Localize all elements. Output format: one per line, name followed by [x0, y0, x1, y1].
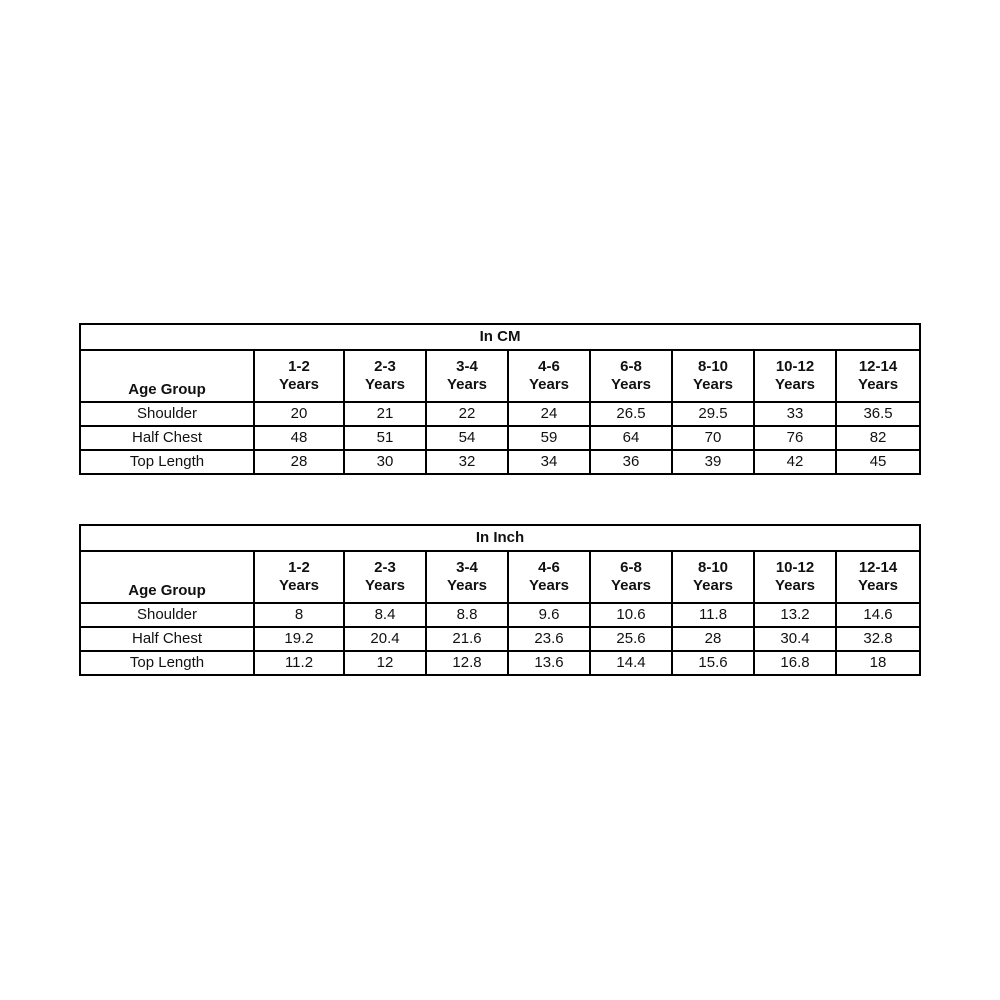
table-cell: 8	[254, 603, 344, 627]
column-header: 3-4 Years	[426, 350, 508, 402]
table-row	[80, 402, 920, 426]
table-cell: 9.6	[508, 603, 590, 627]
table-cell: 42	[754, 450, 836, 474]
table-cell: 51	[344, 426, 426, 450]
table-cell: 28	[672, 627, 754, 651]
table-row	[80, 603, 920, 627]
table-cell: 29.5	[672, 402, 754, 426]
table-cell: 12.8	[426, 651, 508, 675]
column-header: 1-2 Years	[254, 350, 344, 402]
table-cell: 24	[508, 402, 590, 426]
column-header: 6-8 Years	[590, 551, 672, 603]
table-cell: 13.6	[508, 651, 590, 675]
table-cell: 25.6	[590, 627, 672, 651]
table-cell: 54	[426, 426, 508, 450]
table-cell: 82	[836, 426, 920, 450]
table-cell: 20.4	[344, 627, 426, 651]
table-cell: 45	[836, 450, 920, 474]
table-cell: 8.8	[426, 603, 508, 627]
table-title-row	[80, 525, 920, 551]
column-header: 3-4 Years	[426, 551, 508, 603]
table-cell: 14.6	[836, 603, 920, 627]
table-cell: 36.5	[836, 402, 920, 426]
column-header: 10-12 Years	[754, 350, 836, 402]
row-label: Top Length	[80, 450, 254, 474]
table-cell: 59	[508, 426, 590, 450]
column-header: 2-3 Years	[344, 551, 426, 603]
table-cell: 16.8	[754, 651, 836, 675]
table-cell: 30	[344, 450, 426, 474]
table-cell: 23.6	[508, 627, 590, 651]
table-header-row	[80, 350, 920, 402]
column-header: 10-12 Years	[754, 551, 836, 603]
table-cell: 20	[254, 402, 344, 426]
table-cell: 13.2	[754, 603, 836, 627]
table-cell: 21	[344, 402, 426, 426]
column-header: 8-10 Years	[672, 350, 754, 402]
table-row	[80, 426, 920, 450]
size-table-cm	[79, 323, 921, 475]
table-title: In Inch	[80, 525, 920, 551]
column-header: 1-2 Years	[254, 551, 344, 603]
table-cell: 15.6	[672, 651, 754, 675]
column-header: 2-3 Years	[344, 350, 426, 402]
size-table-inch	[79, 524, 921, 676]
table-cell: 32.8	[836, 627, 920, 651]
table-cell: 76	[754, 426, 836, 450]
table-row	[80, 450, 920, 474]
table-cell: 22	[426, 402, 508, 426]
row-label: Shoulder	[80, 402, 254, 426]
table-cell: 70	[672, 426, 754, 450]
table-cell: 26.5	[590, 402, 672, 426]
table-title-row	[80, 324, 920, 350]
table-cell: 18	[836, 651, 920, 675]
table-cell: 34	[508, 450, 590, 474]
table-cell: 36	[590, 450, 672, 474]
table-cell: 12	[344, 651, 426, 675]
table-cell: 10.6	[590, 603, 672, 627]
age-group-label: Age Group	[80, 350, 254, 402]
row-label: Shoulder	[80, 603, 254, 627]
table-row	[80, 651, 920, 675]
age-group-label: Age Group	[80, 551, 254, 603]
table-cell: 11.2	[254, 651, 344, 675]
table-cell: 19.2	[254, 627, 344, 651]
table-cell: 33	[754, 402, 836, 426]
table-cell: 64	[590, 426, 672, 450]
table-cell: 14.4	[590, 651, 672, 675]
table-cell: 48	[254, 426, 344, 450]
column-header: 8-10 Years	[672, 551, 754, 603]
table-cell: 21.6	[426, 627, 508, 651]
column-header: 12-14 Years	[836, 350, 920, 402]
row-label: Top Length	[80, 651, 254, 675]
row-label: Half Chest	[80, 426, 254, 450]
table-cell: 30.4	[754, 627, 836, 651]
table-cell: 8.4	[344, 603, 426, 627]
table-row	[80, 627, 920, 651]
column-header: 6-8 Years	[590, 350, 672, 402]
column-header: 4-6 Years	[508, 551, 590, 603]
column-header: 12-14 Years	[836, 551, 920, 603]
table-cell: 11.8	[672, 603, 754, 627]
column-header: 4-6 Years	[508, 350, 590, 402]
table-cell: 28	[254, 450, 344, 474]
table-cell: 39	[672, 450, 754, 474]
row-label: Half Chest	[80, 627, 254, 651]
table-header-row	[80, 551, 920, 603]
table-cell: 32	[426, 450, 508, 474]
table-title: In CM	[80, 324, 920, 350]
